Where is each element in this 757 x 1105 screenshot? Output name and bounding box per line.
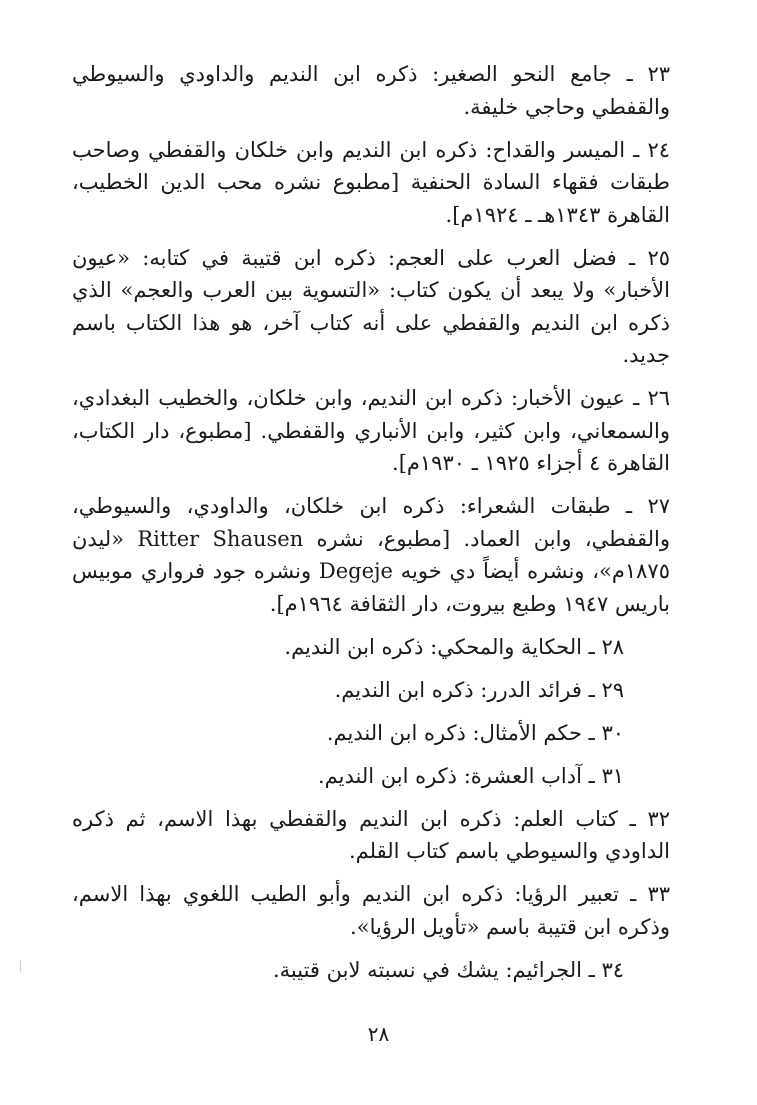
entry-29: ٢٩ ـ فرائد الدرر: ذكره ابن النديم. [334,677,624,702]
entry-24: ٢٤ ـ الميسر والقداح: ذكره ابن النديم وابن خلكان والقفطي وصاحب طبقات فقهاء السادة الحنفية [مطبوع نشره محب الدين الخطيب، القاهرة ١٣٤٣هـ ـ ١٩٢٤م]. [72,137,670,227]
page-number: ٢٨ [367,1022,390,1046]
entry-26: ٢٦ ـ عيون الأخبار: ذكره ابن النديم، وابن خلكان، والخطيب البغدادي، والسمعاني، وابن كثير، وابن الأنباري والقفطي. [مطبوع، دار الكتاب، القاهرة ٤ أجزاء ١٩٢٥ ـ ١٩٣٠م]. [72,386,670,475]
entry-33: ٣٣ ـ تعبير الرؤيا: ذكره ابن النديم وأبو الطيب اللغوي بهذا الاسم، وذكره ابن قتيبة باسم «تأويل الرؤيا». [72,882,670,939]
entry-30: ٣٠ ـ حكم الأمثال: ذكره ابن النديم. [326,720,624,745]
entry-31: ٣١ ـ آداب العشرة: ذكره ابن النديم. [317,763,624,788]
scan-margin-mark [20,960,21,972]
bibliography-list [72,58,682,997]
entry-25: ٢٥ ـ فضل العرب على العجم: ذكره ابن قتيبة في كتابه: «عيون الأخبار» ولا يبعد أن يكون كتاب: «التسوية بين العرب والعجم» الذي ذكره ابن النديم والقفطي على أنه كتاب آخر، هو هذا الكتاب باسم جديد. [72,245,670,367]
entry-27: ٢٧ ـ طبقات الشعراء: ذكره ابن خلكان، والداودي، والسيوطي، والقفطي، وابن العماد. [مطبوع، نشره Ritter Shausen «ليدن ١٨٧٥م»، ونشره أيضاً دي خويه Degeje ونشره جود فرواري موبيس باريس ١٩٤٧ وطبع بيروت، دار الثقافة ١٩٦٤م]. [72,494,670,616]
entry-23: ٢٣ ـ جامع النحو الصغير: ذكره ابن النديم والداودي والسيوطي والقفطي وحاجي خليفة. [72,62,670,119]
entry-32: ٣٢ ـ كتاب العلم: ذكره ابن النديم والقفطي بهذا الاسم، ثم ذكره الداودي والسيوطي باسم كتاب القلم. [72,806,670,863]
entry-28: ٢٨ ـ الحكاية والمحكي: ذكره ابن النديم. [284,634,624,659]
entry-34: ٣٤ ـ الجرائيم: يشك في نسبته لابن قتيبة. [272,957,624,982]
